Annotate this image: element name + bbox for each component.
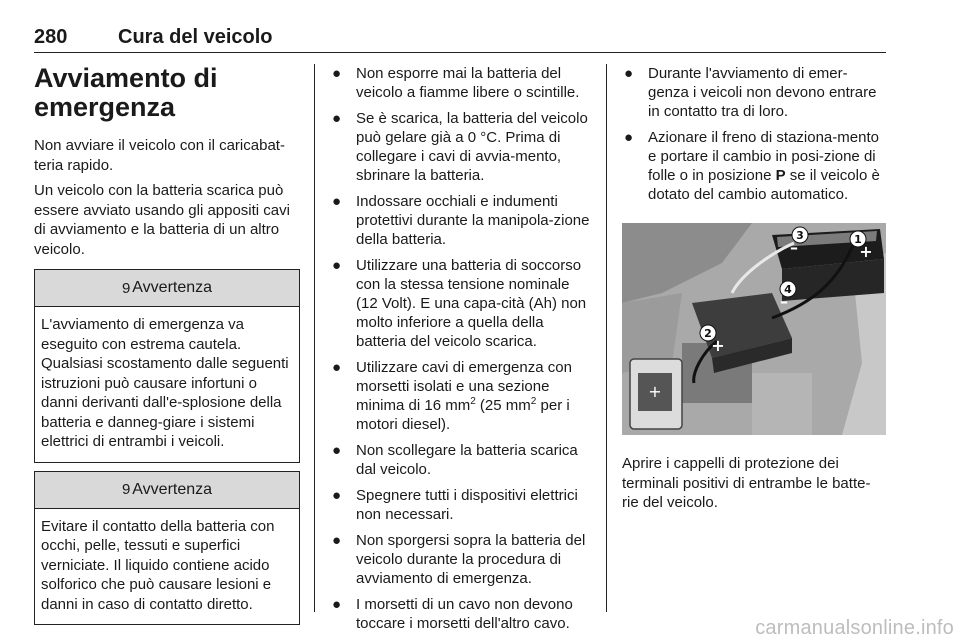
- list-item: [330, 595, 592, 633]
- list-item: [622, 128, 886, 204]
- callout-label: 1: [854, 233, 862, 246]
- warning-header: [35, 472, 299, 509]
- bullet-icon: ●: [332, 257, 342, 274]
- column-divider: [314, 64, 315, 612]
- warning-box: [34, 269, 300, 463]
- precaution-list: [330, 64, 592, 633]
- intro-paragraph: Non avviare il veicolo con il caricabat-teria rapido.: [34, 137, 285, 174]
- list-item-text: Utilizzare una batteria di soccorso con la stessa tensione nominale (12 Volt). E una capa-cità (Ah) non molto inferiore a quella della batteria del veicolo scarica.: [356, 257, 587, 350]
- svg-text:+: +: [711, 336, 725, 355]
- list-item: [330, 256, 592, 351]
- list-item-text: Non sporgersi sopra la batteria del veicolo durante la procedura di avviamento di emergenza.: [356, 532, 586, 587]
- page-number: 280: [34, 26, 68, 48]
- svg-text:–: –: [780, 292, 788, 311]
- warning-text: Evitare il contatto della batteria con occhi, pelle, tessuti e superfici verniciate. Il liquido contiene acido solforico che può causare lesioni e danni in caso di contatto diretto.: [41, 517, 275, 613]
- warning-box: [34, 471, 300, 626]
- list-item-text: Non esporre mai la batteria del veicolo a fiamme libere o scintille.: [356, 65, 580, 101]
- list-item: [330, 441, 592, 479]
- photo-caption: Aprire i cappelli di protezione dei terminali positivi di entrambe le batte-rie del veicolo.: [622, 455, 871, 511]
- list-item-text: Indossare occhiali e indumenti protettivi durante la manipola-zione della batteria.: [356, 193, 590, 248]
- list-item-text: Spegnere tutti i dispositivi elettrici non necessari.: [356, 487, 578, 523]
- list-item-text: Se è scarica, la batteria del veicolo può gelare già a 0 °C. Prima di collegare i cavi di avvia-mento, sbrinare la batteria.: [356, 110, 588, 184]
- list-item-text: Durante l'avviamento di emer-genza i veicoli non devono entrare in contatto tra di loro.: [648, 65, 877, 120]
- list-item: [330, 109, 592, 185]
- column-divider: [606, 64, 607, 612]
- procedure-list: [622, 64, 886, 204]
- bullet-icon: ●: [332, 532, 342, 549]
- warning-header: [35, 270, 299, 307]
- column-middle: [330, 64, 592, 640]
- battery-jump-start-photo: [622, 223, 886, 435]
- list-item: [330, 531, 592, 588]
- svg-text:+: +: [859, 242, 873, 261]
- bullet-icon: ●: [332, 442, 342, 459]
- callout-label: 2: [704, 327, 712, 340]
- column-left: [34, 64, 300, 625]
- bullet-icon: ●: [332, 359, 342, 376]
- bullet-icon: ●: [624, 129, 634, 146]
- list-item: [330, 358, 592, 434]
- list-item: [330, 64, 592, 102]
- list-item-text: Azionare il freno di staziona-mento e portare il cambio in posi-zione di folle o in posizione P se il veicolo è dotato del cambio automatico.: [648, 129, 880, 203]
- svg-text:–: –: [790, 238, 798, 257]
- callout-label: 3: [796, 229, 804, 242]
- callout-label: 4: [784, 283, 792, 296]
- warning-icon: 9: [121, 279, 131, 297]
- list-item: [622, 64, 886, 121]
- column-right: [622, 64, 886, 519]
- warning-title: Avvertenza: [132, 480, 213, 498]
- svg-text:+: +: [648, 382, 662, 401]
- warning-title: Avvertenza: [132, 279, 213, 296]
- bullet-icon: ●: [332, 193, 342, 210]
- warning-text: L'avviamento di emergenza va eseguito con estrema cautela. Qualsiasi scostamento dalle seguenti istruzioni può causare infortuni o danni derivanti dall'e-splosione della batteria e danneg-giare i sistemi elettrici di entrambi i veicoli.: [41, 316, 289, 450]
- bullet-icon: ●: [332, 596, 342, 613]
- list-item-text: Utilizzare cavi di emergenza con morsetti isolati e una sezione minima di 16 $mm^2$ (25 $mm^2$ per i motori diesel).: [356, 359, 572, 433]
- section-title: Cura del veicolo: [118, 26, 273, 48]
- bullet-icon: ●: [332, 487, 342, 504]
- bullet-icon: ●: [332, 65, 342, 82]
- page-title: Avviamento di emergenza: [34, 63, 218, 122]
- list-item-text: I morsetti di un cavo non devono toccare i morsetti dell'altro cavo.: [356, 596, 573, 632]
- list-item-text: Non scollegare la batteria scarica dal veicolo.: [356, 442, 578, 478]
- watermark: carmanualsonline.info: [755, 617, 954, 639]
- intro-paragraph: Un veicolo con la batteria scarica può essere avviato usando gli appositi cavi di avviamento e la batteria di un altro veicolo.: [34, 182, 290, 258]
- list-item: [330, 192, 592, 249]
- page-header: [34, 24, 886, 53]
- bullet-icon: ●: [332, 110, 342, 127]
- warning-icon: 9: [121, 481, 131, 498]
- bullet-icon: ●: [624, 65, 634, 82]
- list-item: [330, 486, 592, 524]
